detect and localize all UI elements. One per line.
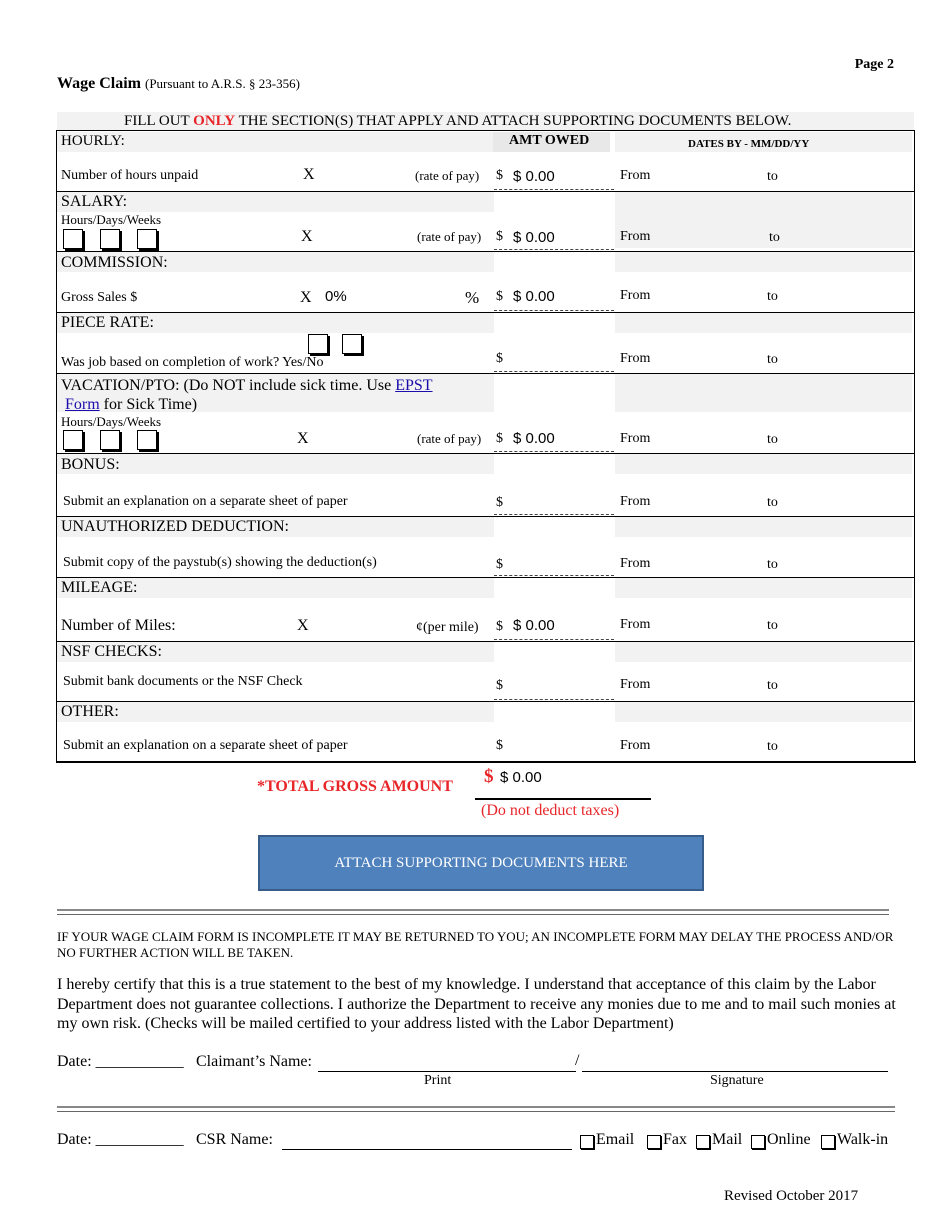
deduction-label: Submit copy of the paystub(s) showing the deduction(s) [63,555,377,570]
form-title [57,75,300,93]
online-label: Online [767,1131,811,1148]
fax-checkbox[interactable] [647,1135,661,1149]
epst-form-link[interactable]: Form [65,396,100,413]
other-from: From [620,738,651,753]
fax-label: Fax [663,1131,687,1148]
print-label: Print [424,1073,452,1088]
instruction-text [124,113,791,130]
piece-rate-from: From [620,351,651,366]
salary-hours-checkbox[interactable] [63,229,83,249]
vacation-amount-input[interactable]: $ 0.00 [513,430,555,447]
attach-documents-label: ATTACH SUPPORTING DOCUMENTS HERE [334,854,628,871]
mileage-to: to [767,618,778,633]
bonus-dollar: $ [496,495,503,510]
total-label: *TOTAL GROSS AMOUNT [257,778,453,795]
commission-header: COMMISSION: [61,254,168,271]
total-amount-input[interactable]: $ 0.00 [500,769,542,786]
hourly-label: Number of hours unpaid [61,168,199,183]
vacation-days-checkbox[interactable] [100,430,120,450]
other-header: OTHER: [61,703,119,720]
csr-name-label: CSR Name: [196,1131,273,1148]
vacation-weeks-checkbox[interactable] [137,430,157,450]
bonus-from: From [620,494,651,509]
piece-rate-dollar: $ [496,351,503,366]
commission-x: X [300,289,312,306]
commission-percent-sign: % [465,288,480,307]
hourly-dollar: $ [496,168,503,183]
title-text: Wage Claim [57,75,141,92]
mileage-amount-input[interactable]: $ 0.00 [513,617,555,634]
vacation-header-post: for Sick Time) [99,396,198,413]
dates-header: DATES BY - MM/DD/YY [688,138,810,150]
salary-days-checkbox[interactable] [100,229,120,249]
vacation-hdw-label: Hours/Days/Weeks [61,414,162,429]
total-note: (Do not deduct taxes) [481,802,620,819]
hourly-from: From [620,168,651,183]
epst-link[interactable]: EPST [395,377,433,394]
bonus-header: BONUS: [61,456,120,473]
vacation-hours-checkbox[interactable] [63,430,83,450]
other-label: Submit an explanation on a separate sheet of paper [63,738,348,753]
vacation-to: to [767,432,778,447]
nsf-label: Submit bank documents or the NSF Check [63,674,303,689]
nsf-header: NSF CHECKS: [61,643,162,660]
commission-from: From [620,288,651,303]
attach-documents-button[interactable] [258,835,704,891]
vacation-x: X [297,430,309,447]
email-checkbox[interactable] [580,1135,594,1149]
hourly-to: to [767,169,778,184]
mileage-dollar: $ [496,619,503,634]
vacation-rate-label: (rate of pay) [417,431,482,446]
vacation-from: From [620,431,651,446]
piece-rate-label: Was job based on completion of work? Yes/No [61,355,324,370]
piece-rate-no-checkbox[interactable] [342,334,362,354]
commission-to: to [767,289,778,304]
salary-amount-input[interactable]: $ 0.00 [513,229,555,246]
claimant-signature-field[interactable] [582,1071,888,1072]
mileage-x: X [297,617,309,634]
claimant-date[interactable]: Date: ___________ [57,1053,184,1070]
piece-rate-header: PIECE RATE: [61,314,154,331]
deduction-from: From [620,556,651,571]
nsf-to: to [767,678,778,693]
incomplete-warning: IF YOUR WAGE CLAIM FORM IS INCOMPLETE IT MAY BE RETURNED TO YOU; AN INCOMPLETE FORM MAY DELAY THE PROCESS AND/OR NO FURTHER ACTION WILL BE TAKEN. [57,929,894,960]
mileage-label: Number of Miles: [61,617,176,634]
page-number: Page 2 [854,57,894,72]
csr-name-field[interactable] [282,1149,572,1150]
email-label: Email [596,1131,635,1148]
claimant-name-label: Claimant’s Name: [196,1053,312,1070]
other-to: to [767,739,778,754]
csr-date[interactable]: Date: ___________ [57,1131,184,1148]
mileage-per-mile: ¢(per mile) [416,620,479,635]
salary-x: X [301,228,313,245]
walk-in-checkbox[interactable] [821,1135,835,1149]
mileage-from: From [620,617,651,632]
commission-percent-input[interactable]: 0% [325,288,347,305]
commission-label: Gross Sales $ [61,290,138,305]
salary-hdw-label: Hours/Days/Weeks [61,212,162,227]
hourly-amount-input[interactable]: $ 0.00 [513,168,555,185]
mail-label: Mail [712,1131,743,1148]
certification-text: I hereby certify that this is a true statement to the best of my knowledge. I understand that acceptance of this claim by the Labor Department does not guarantee collections. I authorize the Department to receive any monies due to me and to mail such monies at my own risk. (Checks will be mailed certified to your address listed with the Labor Department) [57,976,896,1032]
instruction-post: THE SECTION(S) THAT APPLY AND ATTACH SUPPORTING DOCUMENTS BELOW. [235,113,792,129]
salary-rate-label: (rate of pay) [417,229,482,244]
commission-amount-input[interactable]: $ 0.00 [513,288,555,305]
hourly-x: X [303,166,315,183]
deduction-to: to [767,557,778,572]
nsf-from: From [620,677,651,692]
instruction-pre: FILL OUT [124,113,194,129]
piece-rate-yes-checkbox[interactable] [308,334,328,354]
other-dollar: $ [496,738,503,753]
claimant-slash: / [575,1052,580,1069]
claimant-name-field[interactable] [318,1071,576,1072]
walk-in-label: Walk-in [837,1131,889,1148]
amt-owed-header: AMT OWED [509,133,590,148]
total-dollar-sign: $ [484,766,494,787]
deduction-dollar: $ [496,557,503,572]
online-checkbox[interactable] [751,1135,765,1149]
nsf-dollar: $ [496,678,503,693]
piece-rate-to: to [767,352,778,367]
bonus-label: Submit an explanation on a separate sheet of paper [63,494,348,509]
mileage-header: MILEAGE: [61,579,138,596]
deduction-header: UNAUTHORIZED DEDUCTION: [61,518,289,535]
salary-weeks-checkbox[interactable] [137,229,157,249]
salary-header: SALARY: [61,193,128,210]
title-note: (Pursuant to A.R.S. § 23-356) [145,76,300,91]
signature-label: Signature [710,1073,764,1088]
salary-to: to [769,230,780,245]
commission-dollar: $ [496,289,503,304]
vacation-dollar: $ [496,431,503,446]
mail-checkbox[interactable] [696,1135,710,1149]
hourly-header: HOURLY: [61,133,125,149]
vacation-header-pre: VACATION/PTO: (Do NOT include sick time. Use [61,377,396,394]
salary-dollar: $ [496,229,503,244]
bonus-to: to [767,495,778,510]
revised-date: Revised October 2017 [724,1188,859,1204]
salary-from: From [620,229,651,244]
hourly-rate-label: (rate of pay) [415,168,480,183]
vacation-header [61,376,433,414]
instruction-emph: ONLY [193,113,236,129]
